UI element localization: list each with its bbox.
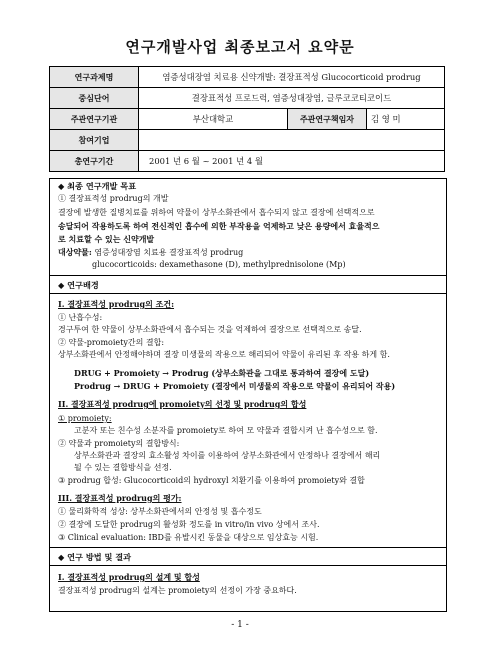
goal-paragraph-line: 송달되어 작용하도록 하여 전신적인 흡수에 의한 부작용을 억제하고 낮은 용량에서 효율적으 xyxy=(58,221,380,231)
page-title: 연구개발사업 최종보고서 요약문 xyxy=(125,38,355,56)
org-label: 주관연구기관 xyxy=(50,109,139,130)
pi-label: 주관연구책임자 xyxy=(288,109,367,130)
meta-row-company xyxy=(50,130,445,151)
s2-item-b-text: 될 수 있는 결합방식을 선정. xyxy=(74,463,172,472)
section3-title: III. 결장표적성 prodrug의 평가: xyxy=(58,493,182,503)
goal-sub: ① 결장표적성 prodrug의 개발 xyxy=(58,194,169,203)
section2-title: II. 결장표적성 prodrug에 promoiety의 선정 및 prodrug의 합성 xyxy=(58,399,307,409)
meta-row-period xyxy=(50,151,445,172)
s1-item-a-text: 경구투여 한 약물이 상부소화관에서 흡수되는 것을 억제하여 결장으로 선택적으로 송달. xyxy=(58,325,362,334)
s1-item-a: ① 난흡수성: xyxy=(58,313,103,322)
method-heading: ◆ 연구 방법 및 결과 xyxy=(58,552,132,562)
task-value: 염증성대장염 치료용 신약개발: 결장표적성 Glucocorticoid prodrug xyxy=(139,67,445,88)
s3-item-c: ③ Clinical evaluation: IBD를 유발시킨 동물을 대상으로 임상효능 시험. xyxy=(58,533,319,542)
goal-paragraph-line: 결장에 발생한 질병치료를 위하여 약물이 상부소화관에서 흡수되지 않고 결장에 선택적으로 xyxy=(58,208,375,217)
section-divider xyxy=(49,275,447,276)
goal-paragraph-line: 로 치료할 수 있는 신약개발 xyxy=(58,234,155,244)
s1-item-b-text: 상부소화관에서 안정해야하며 결장 미생물의 작용으로 해리되어 약물이 유리된 후 작용 하게 함. xyxy=(58,350,390,359)
s2-item-c: ③ prodrug 합성: Glucocorticoid의 hydroxyl 치환기를 이용하여 promoiety와 결합 xyxy=(58,476,365,485)
period-value: 2001 년 6 월 ~ 2001 년 4 월 xyxy=(139,151,445,172)
s2-item-a: ① promoiety: xyxy=(58,414,112,423)
goal-heading: ◆ 최종 연구개발 목표 xyxy=(58,181,137,191)
section-divider xyxy=(49,293,447,294)
s1-item-b: ② 약물-promoiety간의 결합: xyxy=(58,338,165,347)
summary-meta-table xyxy=(49,66,445,172)
target-label: 대상약물: xyxy=(58,247,92,257)
meta-row-keywords xyxy=(50,88,445,109)
method1-title: I. 결장표적성 prodrug의 설계 및 합성 xyxy=(58,572,200,582)
pi-value: 김 영 미 xyxy=(367,109,445,130)
section1-title: I. 결장표적성 prodrug의 조건: xyxy=(58,299,175,309)
s2-item-b-text: 상부소화관과 결장의 효소활성 차이를 이용하여 상부소화관에서 안정하나 결장에서 해리 xyxy=(74,451,381,460)
period-label: 총연구기간 xyxy=(50,151,139,172)
company-value xyxy=(139,130,445,151)
company-label: 참여기업 xyxy=(50,130,139,151)
s2-item-a-text: 고분자 또는 친수성 소분자를 promoiety로 하여 모 약물과 결합시켜 난 흡수성으로 함. xyxy=(74,426,378,435)
equation-2: Prodrug → DRUG + Promoiety (결장에서 미생물의 작용으로 약물이 유리되어 작용) xyxy=(74,381,396,391)
section-divider xyxy=(49,565,447,566)
s3-item-a: ① 물리화학적 성상: 상부소화관에서의 안정성 및 흡수정도 xyxy=(58,507,262,516)
s3-item-b: ② 결장에 도달한 prodrug의 활성화 정도를 in vitro/in vivo 상에서 조사. xyxy=(58,520,320,529)
meta-row-task xyxy=(50,67,445,88)
equation-1: DRUG + Promoiety → Prodrug (상부소화관을 그대로 통과하여 결장에 도달) xyxy=(74,368,370,378)
org-value: 부산대학교 xyxy=(139,109,288,130)
s2-item-b: ② 약물과 promoiety의 결합방식: xyxy=(58,439,180,448)
target-value: 염증성대장염 치료용 결장표적성 prodrug xyxy=(94,248,244,257)
section-divider xyxy=(49,547,447,548)
page-number: - 1 - xyxy=(231,620,249,630)
method1-text: 결장표적성 prodrug의 설계는 promoiety의 선정이 가장 중요하다. xyxy=(58,586,297,595)
meta-row-org xyxy=(50,109,445,130)
keywords-label: 중심단어 xyxy=(50,88,139,109)
task-label: 연구과제명 xyxy=(50,67,139,88)
target-drug-line2: glucocorticoids: dexamethasone (D), methylprednisolone (Mp) xyxy=(92,260,346,269)
keywords-value: 결장표적성 프로드럭, 염증성대장염, 글루코코티코이드 xyxy=(139,88,445,109)
summary-body xyxy=(49,178,447,612)
background-heading: ◆ 연구배경 xyxy=(58,280,99,290)
target-drug-line xyxy=(58,247,243,258)
